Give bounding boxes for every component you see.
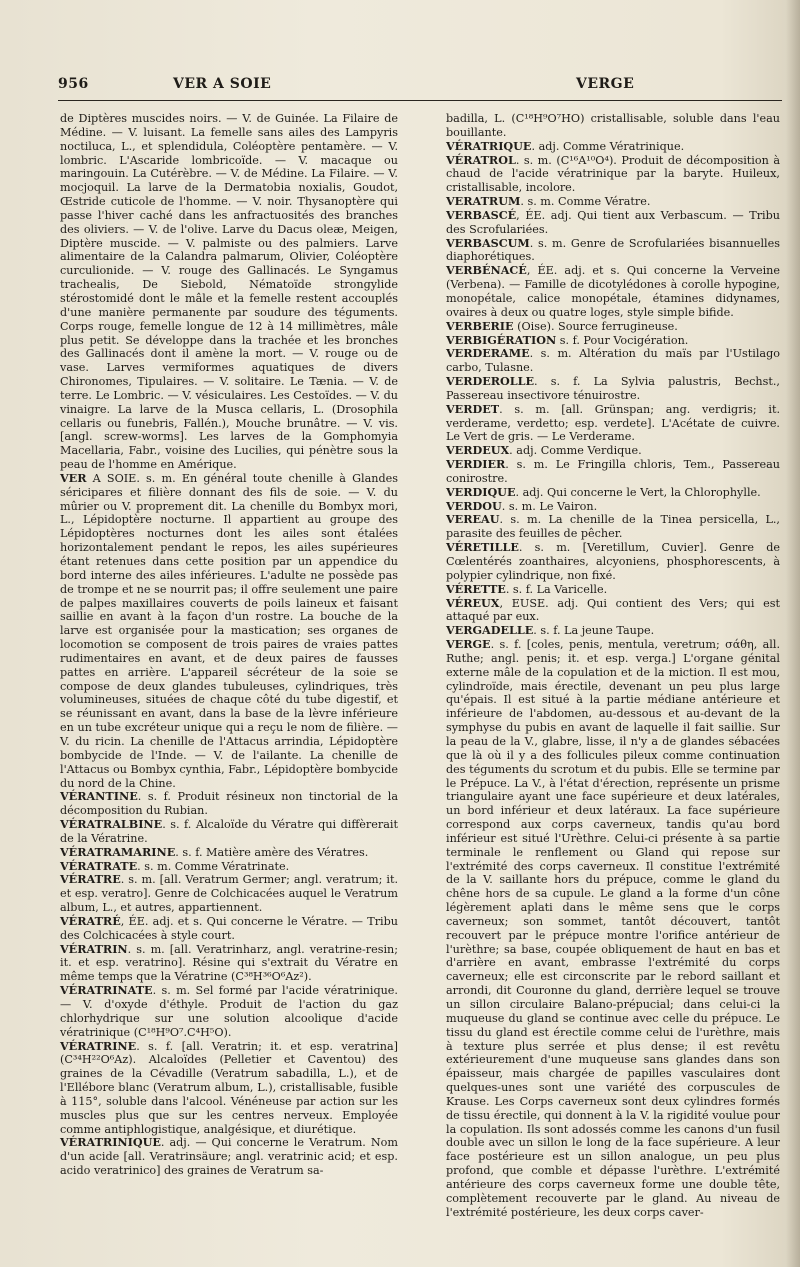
entry-verdier: VERDIER. s. m. Le Fringilla chloris, Tem., Passereau conirostre. bbox=[446, 457, 780, 485]
entry-veratrin: VÉRATRIN. s. m. [all. Veratrinharz, angl. veratrine-resin; it. et esp. veratrino]. Résine qui s'extrait du Vératre en même temps que la Vératrine (C³⁸H³⁶O⁶Az²). bbox=[60, 941, 398, 984]
entry-veratrine: VÉRATRINE. s. f. [all. Veratrin; it. et esp. veratrina] (C³⁴H²²O⁶Az). Alcaloïdes (Pelletier et Caventou) des graines de la Cévadille (Veratrum sabadilla, L.), et de l'Ellébore blanc (Veratrum album, L.), cristallisable, fusible à 115°, soluble dans l'alcool. Vénéneuse par action sur les muscles plus que sur les centres nerveux. Employée comme antiphlogistique, analgésique, et diurétique. bbox=[60, 1038, 398, 1136]
right-column bbox=[446, 112, 780, 1220]
entry-veratrinate: VÉRATRINATE. s. m. Sel formé par l'acide vératrinique. — V. d'oxyde d'éthyle. Produit de l'action du gaz chlorhydrique sur une solution alcoolique d'acide vératrinique (C¹⁸H⁹O⁷.C⁴H⁵O). bbox=[60, 983, 398, 1039]
entry-verdou: VERDOU. s. m. Le Vairon. bbox=[446, 498, 598, 513]
entry-ver-a-soie: VER A SOIE. s. m. En général toute chenille à Glandes séricipares et filière donnant des fils de soie. — V. du mûrier ou V. proprement dit. La chenille du Bombyx mori, L., Lépidoptère nocturne. Il appartient au groupe des Lépidoptères nocturnes dont les ailes sont étalées horizontalement pendant le repos, les ailes supérieures étant retenues dans cette position par un appendice du bord interne des ailes inférieures. L'adulte ne possède pas de trompe et ne se nourrit pas; il offre seulement une paire de palpes maxillaires couverts de poils laineux et faisant saillie en avant à la façon d'un rostre. La bouche de la larve est organisée pour la mastication; ses organes de locomotion se composent de trois paires de vraies pattes rudimentaires en avant, et de deux paires de fausses pattes en arrière. L'appareil sécréteur de la soie se compose de deux glandes tubuleuses, cylindriques, très volumineuses, situées de chaque côté du tube digestif, et se réunissant en avant, dans la base de la lèvre inférieure en un tube excréteur unique qui a reçu le nom de filière. — V. du ricin. La chenille de l'Attacus arrindia, Lépidoptère bombycide de l'Inde. — V. de l'ailante. La chenille de l'Attacus ou Bombyx cynthia, Fabr., Lépidoptère bombycide du nord de la Chine. bbox=[60, 470, 398, 790]
running-header bbox=[58, 70, 778, 100]
entry-veratrique: VÉRATRIQUE. adj. Comme Vératrinique. bbox=[446, 138, 685, 153]
entry-vereau: VEREAU. s. m. La chenille de la Tinea persicella, L., parasite des feuilles de pêcher. bbox=[446, 512, 780, 541]
entry-veratre: VÉRATRE. s. m. [all. Veratrum Germer; angl. veratrum; it. et esp. veratro]. Genre de Colchicacées auquel le Veratrum album, L., et autres, appartiennent. bbox=[60, 872, 398, 915]
entry-verderolle: VERDEROLLE. s. f. La Sylvia palustris, Bechst., Passereau insectivore ténuirostre. bbox=[446, 374, 780, 402]
entry-verbascum: VERBASCUM. s. m. Genre de Scrofulariées bisannuelles diaphorétiques. bbox=[446, 235, 780, 264]
entry-veratrinique: VÉRATRINIQUE. adj. — Qui concerne le Veratrum. Nom d'un acide [all. Veratrinsäure; angl. veratrinic acid; et esp. acido veratrinico] des graines de Veratrum sa- bbox=[60, 1135, 398, 1178]
entry-veratralbine: VÉRATRALBINE. s. f. Alcaloïde du Vératre qui diffèrerait de la Vératrine. bbox=[60, 817, 398, 845]
entry-verderame: VERDERAME. s. m. Altération du maïs par l'Ustilago carbo, Tulasne. bbox=[446, 346, 780, 375]
entry-verbenace: VERBÉNACÉ, ÉE. adj. et s. Qui concerne la Verveine (Verbena). — Famille de dicotylédones à corolle hypogine, monopétale, calice monopétale, étamines didynames, ovaires à deux ou quatre loges, style simple bifide. bbox=[446, 263, 780, 319]
entry-verdique: VERDIQUE. adj. Qui concerne le Vert, la Chlorophylle. bbox=[446, 484, 761, 499]
entry-verdeux: VERDEUX. adj. Comme Verdique. bbox=[446, 443, 642, 458]
entry-verette: VÉRETTE. s. f. La Varicelle. bbox=[446, 581, 608, 596]
header-rule bbox=[58, 100, 782, 101]
entry-veratrinique-continued: badilla, L. (C¹⁸H⁹O⁷HO) cristallisable, soluble dans l'eau bouillante. bbox=[446, 112, 780, 139]
entry-veratrate: VÉRATRATE. s. m. Comme Vératrinate. bbox=[60, 858, 290, 873]
entry-ver-continued: de Diptères muscides noirs. — V. de Guinée. La Filaire de Médine. — V. luisant. La femelle sans ailes des Lampyris noctiluca, L., et splendidula, Coléoptère pentamère. — V. lombric. L'Ascaride lombricoïde. — V. macaque ou maringouin. La Cutérèbre. — V. de Médine. La Filaire. — V. mocjoquil. La larve de la Dermatobia noxialis, Goudot, Œstride cuticole de l'homme. — V. noir. Thysanoptère qui passe l'hiver caché dans les anfractuosités des branches des oliviers. — V. de l'olive. Larve du Dacus oleæ, Meigen, Diptère muscide. — V. palmiste ou des palmiers. Larve alimentaire de la Calandra palmarum, Olivier, Coléoptère curculionide. — V. rouge des Gallinacés. Le Syngamus trachealis, De Siebold, Nématoïde strongylide stérostomidé dont le mâle et la femelle restent accouplés d'une manière permanente par soudure des téguments. Corps rouge, femelle longue de 12 à 14 millimètres, mâle plus petit. Se développe dans la trachée et les bronches des Gallinacés dont il amène la mort. — V. rouge ou de vase. Larves vermiformes aquatiques de divers Chironomes, Tipulaires. — V. solitaire. Le Tænia. — V. de terre. Le Lombric. — V. vésiculaires. Les Cestoïdes. — V. du vinaigre. La larve de la Musca cellaris, L. (Drosophila cellaris ou funebris, Fallén.), Mouche brunâtre. — V. vis. [angl. screw-worms]. Les larves de la Gomphomyia Macellaria, Fabr., voisine des Lucilies, qui pénètre sous la peau de l'homme en Amérique. bbox=[60, 112, 398, 472]
entry-verge: VERGE. s. f. [coles, penis, mentula, veretrum; σάθη, all. Ruthe; angl. penis; it. et esp. verga.] L'organe génital externe mâle de la copulation et de la miction. Il est mou, cylindroïde, mais érectile, devenant un peu plus large qu'épais. Il est situé à la partie médiane antérieure et inférieure de l'abdomen, au-dessous et au-devant de la symphyse du pubis en avant de laquelle il fait saillie. Sur la peau de la V., glabre, lisse, il n'y a de glandes sébacées que là où il y a des follicules pileux comme continuation des téguments du scrotum et du pubis. Elle se termine par le Prépuce. La V., à l'état d'érection, représente un prisme triangulaire ayant une face supérieure et deux latérales, un bord inférieur et deux latéraux. La face supérieure correspond aux corps caverneux, tandis qu'au bord inférieur est situé l'Urèthre. Celui-ci présente à sa partie terminale le renflement ou Gland qui repose sur l'extrémité des corps caverneux. Il constitue l'extrémité de la V. saillante hors du prépuce, comme le gland du chêne hors de sa cupule. Le gland a la forme d'un cône légèrement aplati dans le même sens que le corps caverneux; son sommet, tantôt découvert, tantôt recouvert par le prépuce montre l'orifice antérieur de l'urèthre; sa base, coupée obliquement de haut en bas et d'arrière en avant, embrasse l'extrémité du corps caverneux; elle est circonscrite par le rebord saillant et arrondi, dit Couronne du gland, derrière lequel se trouve un sillon circulaire Balano-prépucial; dans celui-ci la muqueuse du gland se continue avec celle du prépuce. Le tissu du gland est érectile comme celui de l'urèthre, mais à texture plus serrée et plus dense; il est revêtu extérieurement d'une muqueuse sans glandes dans son épaisseur, mais chargée de papilles vasculaires dont quelques-unes sont une variété des corpuscules de Krause. Les Corps caverneux sont deux cylindres formés de tissu érectile, qui donnent à la V. la rigidité voulue pour la copulation. Ils sont adossés comme les canons d'un fusil double avec un sillon le long de la face supérieure. A leur face postérieure est un sillon analogue, un peu plus profond, que comble et dépasse l'urèthre. L'extrémité antérieure des corps caverneux forme une double tête, complètement recouverte par le gland. Au niveau de l'extrémité postérieure, les deux corps caver- bbox=[446, 637, 780, 1219]
entry-verbigeration: VERBIGÉRATION s. f. Pour Vocigération. bbox=[446, 332, 689, 347]
entry-verdet: VERDET. s. m. [all. Grünspan; ang. verdigris; it. verderame, verdetto; esp. verdete]. L'Acétate de cuivre. Le Vert de gris. — Le Verderame. bbox=[446, 401, 780, 444]
entry-verberie: VERBERIE (Oise). Source ferrugineuse. bbox=[446, 318, 678, 333]
entry-verbasce: VERBASCÉ, ÉE. adj. Qui tient aux Verbascum. — Tribu des Scrofulariées. bbox=[446, 207, 780, 236]
entry-vergadelle: VERGADELLE. s. f. La jeune Taupe. bbox=[446, 623, 655, 638]
page-number: 956 bbox=[58, 76, 89, 92]
entry-vereux: VÉREUX, EUSE. adj. Qui contient des Vers; qui est attaqué par eux. bbox=[446, 595, 780, 624]
entry-veretille: VÉRETILLE. s. m. [Veretillum, Cuvier]. Genre de Cœlentérés zoanthaires, alcyoniens, phosphorescents, à polypier cylindrique, non fixé. bbox=[446, 540, 780, 582]
entry-veratrum: VERATRUM. s. m. Comme Vératre. bbox=[446, 194, 651, 209]
left-column bbox=[60, 112, 398, 1178]
entry-verantine: VÉRANTINE. s. f. Produit résineux non tinctorial de la décomposition du Rubian. bbox=[60, 789, 398, 818]
entry-veratramarine: VÉRATRAMARINE. s. f. Matière amère des Vératres. bbox=[60, 844, 369, 859]
left-running-head: VER A SOIE bbox=[173, 76, 272, 92]
right-running-head: VERGE bbox=[576, 76, 635, 92]
page-edge-shadow bbox=[786, 0, 800, 1267]
entry-veratrol: VÉRATROL. s. m. (C¹⁶A¹⁰O⁴). Produit de décomposition à chaud de l'acide vératrinique par la baryte. Huileux, cristallisable, incolore. bbox=[446, 152, 780, 195]
entry-veratre-ee: VÉRATRÉ, ÉE. adj. et s. Qui concerne le Vératre. — Tribu des Colchicacées à style court. bbox=[60, 913, 398, 942]
